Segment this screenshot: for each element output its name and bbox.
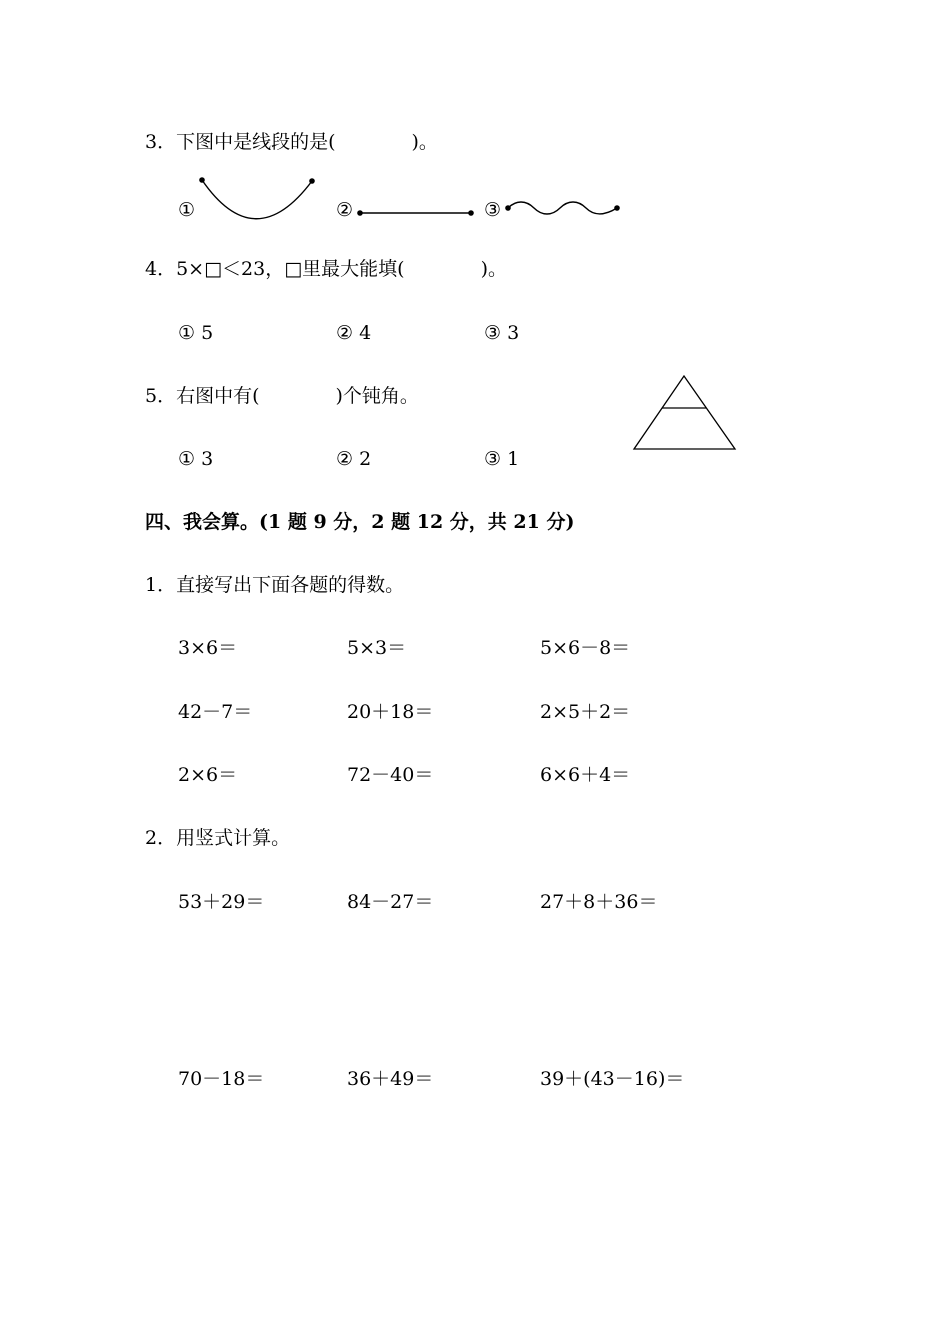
vertical-calc-item: 84－27＝ <box>347 891 434 913</box>
q4-option-2: ② 4 <box>336 322 372 344</box>
q3-stem: 3．下图中是线段的是( )。 <box>145 131 438 153</box>
vertical-calc-item: 36＋49＝ <box>347 1068 434 1090</box>
vertical-calc-item: 39＋(43－16)＝ <box>540 1068 685 1090</box>
oral-calc-item: 2×6＝ <box>178 764 238 786</box>
q4-option-1: ① 5 <box>178 322 214 344</box>
q3-option-2-label: ② <box>336 199 354 221</box>
oral-calc-item: 3×6＝ <box>178 637 238 659</box>
oral-calc-item: 20＋18＝ <box>347 701 434 723</box>
segment-figure <box>355 205 480 221</box>
wave-figure <box>502 196 627 222</box>
curve-line <box>202 180 312 219</box>
q5-option-2: ② 2 <box>336 448 372 470</box>
oral-calc-item: 72－40＝ <box>347 764 434 786</box>
q3-option-3-label: ③ <box>484 199 502 221</box>
oral-calc-item: 5×3＝ <box>347 637 407 659</box>
q5-stem: 5．右图中有( )个钝角。 <box>145 385 419 407</box>
part-2-stem: 2．用竖式计算。 <box>145 827 291 849</box>
curve-figure <box>195 172 320 222</box>
section-4-title: 四、我会算。(1 题 9 分，2 题 12 分，共 21 分) <box>145 511 575 533</box>
q4-stem: 4．5×□＜23，□里最大能填( )。 <box>145 258 508 280</box>
triangle-figure <box>628 372 740 454</box>
q4-option-3: ③ 3 <box>484 322 520 344</box>
q5-option-3: ③ 1 <box>484 448 520 470</box>
oral-calc-item: 2×5＋2＝ <box>540 701 631 723</box>
oral-calc-item: 5×6－8＝ <box>540 637 631 659</box>
wave-endpoint-left <box>505 205 511 211</box>
oral-calc-item: 6×6＋4＝ <box>540 764 631 786</box>
wave-endpoint-right <box>614 205 620 211</box>
wave-line <box>508 202 617 214</box>
curve-endpoint-left <box>199 177 205 183</box>
q5-option-1: ① 3 <box>178 448 214 470</box>
vertical-calc-item: 53＋29＝ <box>178 891 265 913</box>
segment-endpoint-right <box>468 210 474 216</box>
part-1-stem: 1．直接写出下面各题的得数。 <box>145 574 405 596</box>
triangle-outline <box>634 376 735 449</box>
vertical-calc-item: 27＋8＋36＝ <box>540 891 658 913</box>
curve-endpoint-right <box>309 178 315 184</box>
vertical-calc-item: 70－18＝ <box>178 1068 265 1090</box>
segment-endpoint-left <box>357 210 363 216</box>
q3-option-1-label: ① <box>178 199 196 221</box>
oral-calc-item: 42－7＝ <box>178 701 253 723</box>
